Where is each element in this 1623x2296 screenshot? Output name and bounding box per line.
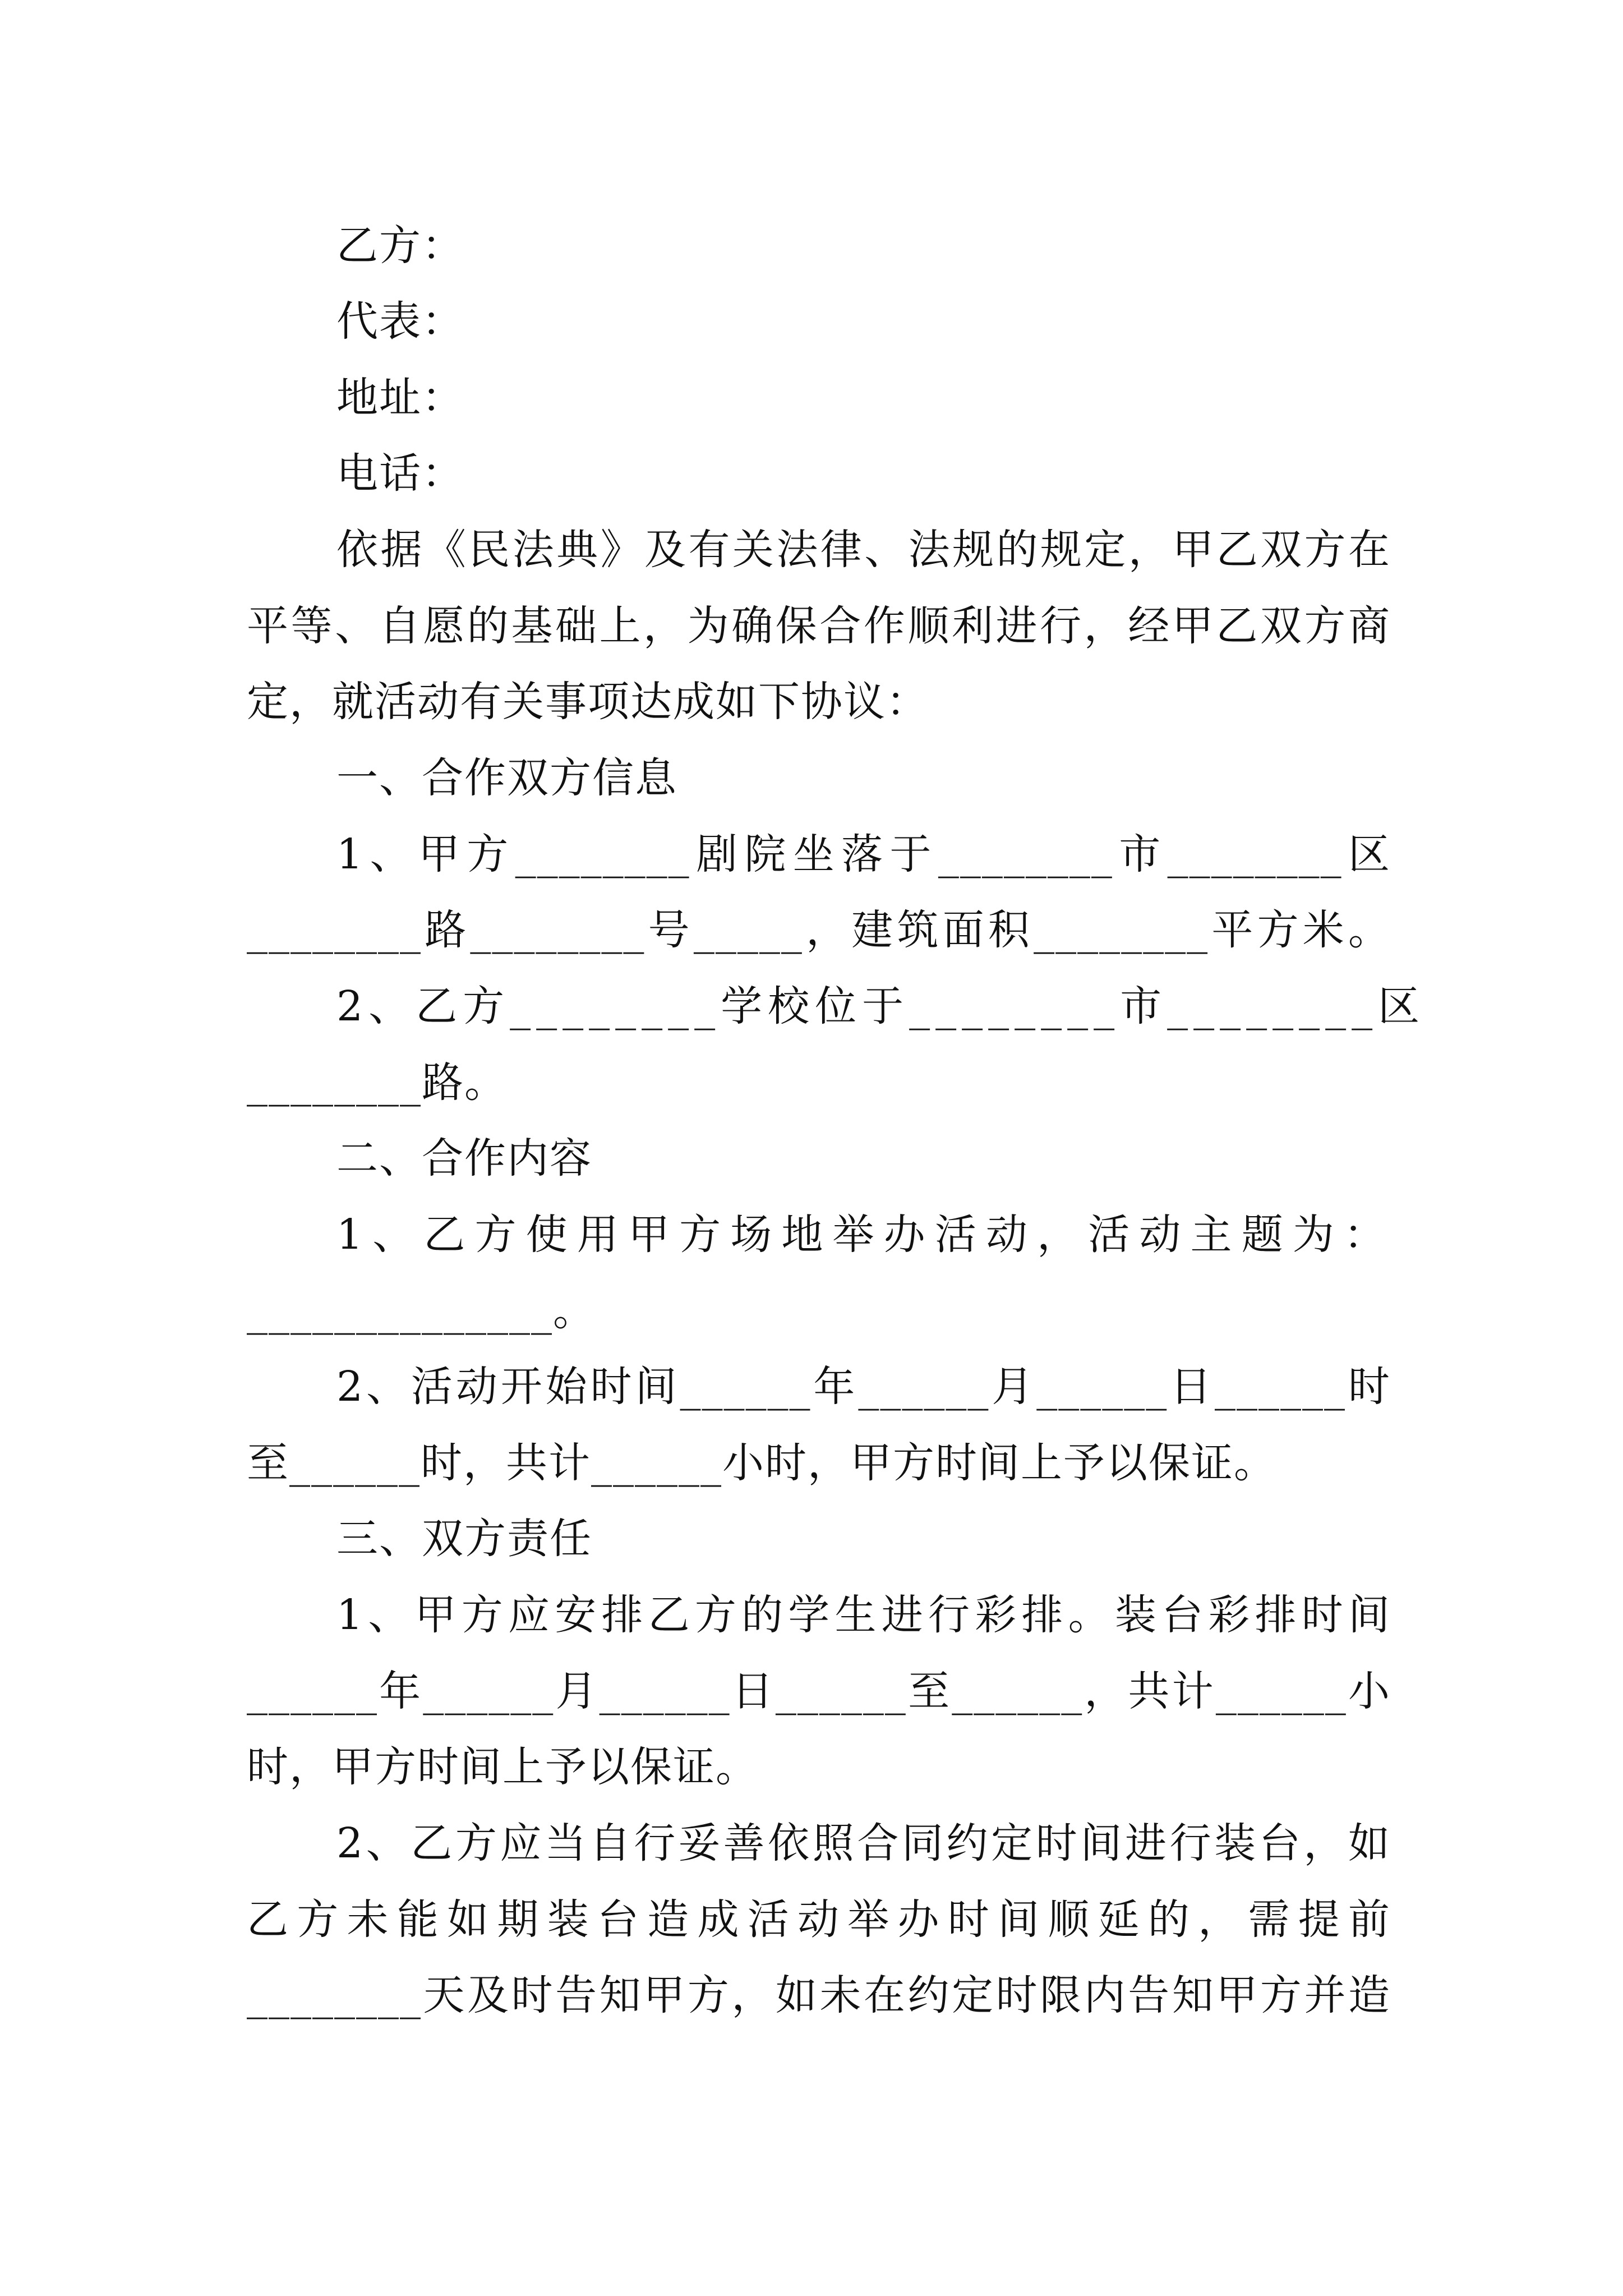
address-label: 地址： [336,374,464,422]
section-heading-3: 三、双方责任 [336,1515,592,1563]
clause-3-2-line-3: ________天及时告知甲方，如未在约定时限内告知甲方并造 [247,1971,1391,2019]
phone-label: 电话： [336,449,464,498]
party-b-label: 乙方： [336,222,464,270]
clause-1-1-line-2: ________路________号_____，建筑面积________平方米。 [247,906,1391,954]
clause-3-1-line-1: 1、甲方应安排乙方的学生进行彩排。装台彩排时间 [336,1591,1391,1639]
clause-2-1-line-1: 1、乙方使用甲方场地举办活动，活动主题为： [336,1211,1391,1259]
representative-label: 代表： [336,297,464,346]
preamble-line-2: 平等、自愿的基础上，为确保合作顺利进行，经甲乙双方商 [247,602,1391,650]
section-heading-2: 二、合作内容 [336,1134,592,1182]
preamble-line-1: 依据《民法典》及有关法律、法规的规定，甲乙双方在 [336,526,1391,574]
clause-1-2-line-1: 2、乙方________学校位于________市________区 [336,982,1426,1030]
section-heading-1: 一、合作双方信息 [336,754,677,802]
clause-2-1-line-2: ______________。 [247,1287,596,1335]
clause-2-2-line-2: 至______时，共计______小时，甲方时间上予以保证。 [247,1439,1276,1487]
clause-1-2-line-2: ________路。 [247,1059,507,1107]
preamble-line-3: 定，就活动有关事项达成如下协议： [247,678,929,726]
clause-3-2-line-1: 2、乙方应当自行妥善依照合同约定时间进行装台，如 [336,1819,1391,1867]
clause-1-1-line-1: 1、甲方________剧院坐落于________市________区 [336,830,1391,878]
clause-3-1-line-2: ______年______月______日______至______，共计______小 [247,1667,1391,1715]
clause-2-2-line-1: 2、活动开始时间______年______月______日______时 [336,1363,1391,1411]
clause-3-2-line-2: 乙方未能如期装台造成活动举办时间顺延的，需提前 [247,1895,1391,1944]
clause-3-1-line-3: 时，甲方时间上予以保证。 [247,1743,758,1791]
